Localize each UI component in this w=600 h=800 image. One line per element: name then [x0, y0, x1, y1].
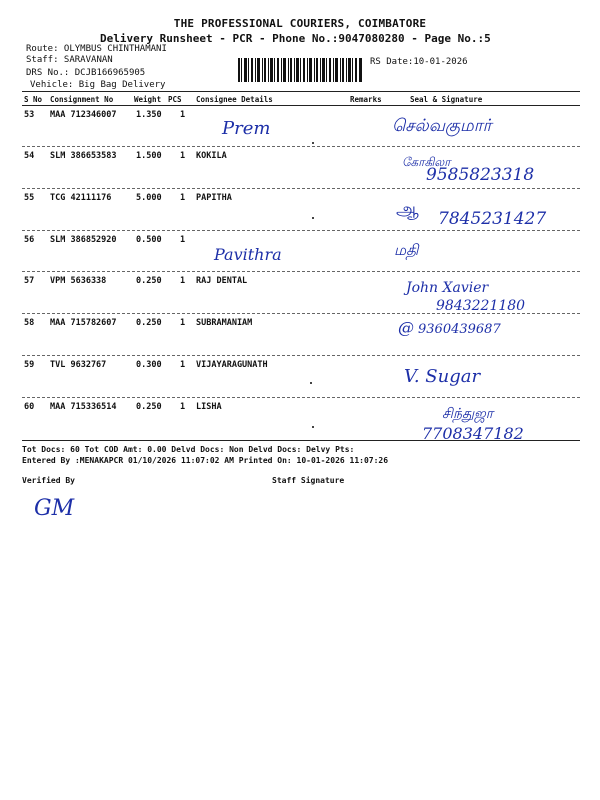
row-sno: 53	[24, 110, 35, 120]
signature: சிந்துஜா	[442, 406, 494, 422]
row-pcs: 1	[180, 318, 186, 328]
handwritten-phone: 9843221180	[436, 298, 526, 314]
row-consignee: LISHA	[196, 402, 222, 412]
table-row	[22, 147, 580, 187]
signature: V. Sugar	[404, 366, 481, 387]
staff-label: Staff: SARAVANAN	[26, 55, 113, 65]
runsheet-title: Delivery Runsheet - PCR - Phone No.:9047080280 - Page No.:5	[100, 32, 491, 45]
col-pcs: PCS	[168, 95, 182, 104]
table-row	[22, 272, 580, 312]
row-consignment: MAA 712346007	[50, 110, 117, 120]
vehicle-label: Vehicle: Big Bag Delivery	[30, 80, 166, 90]
signature: கோகிலா	[402, 155, 451, 169]
row-consignment: SLM 386852920	[50, 235, 117, 245]
row-pcs: 1	[180, 235, 186, 245]
table-row	[22, 398, 580, 443]
handwritten-phone: 7708347182	[422, 424, 524, 443]
row-pcs: 1	[180, 402, 186, 412]
table-top-rule	[22, 91, 580, 92]
row-sno: 60	[24, 402, 35, 412]
row-consignee: SUBRAMANIAM	[196, 318, 253, 328]
row-sno: 58	[24, 318, 35, 328]
row-dot	[310, 382, 312, 384]
row-weight: 5.000	[136, 193, 162, 203]
col-consignee: Consignee Details	[196, 95, 273, 104]
totals-line: Tot Docs: 60 Tot COD Amt: 0.00 Delvd Docs: Non Delvd Docs: Delvy Pts:	[22, 445, 355, 454]
col-sno: S No	[24, 95, 43, 104]
row-weight: 1.350	[136, 110, 162, 120]
route-label: Route: OLYMBUS CHINTHAMANI	[26, 44, 167, 54]
row-pcs: 1	[180, 193, 186, 203]
signature: செல்வகுமார்	[392, 116, 492, 136]
row-consignment: MAA 715782607	[50, 318, 117, 328]
row-weight: 0.300	[136, 360, 162, 370]
row-dot	[312, 426, 314, 428]
row-dot	[312, 217, 314, 219]
row-weight: 0.250	[136, 318, 162, 328]
col-consignment: Consignment No	[50, 95, 114, 104]
handwritten-name: Prem	[222, 118, 271, 139]
signature: John Xavier	[406, 280, 489, 296]
verified-by-label: Verified By	[22, 476, 75, 485]
company-title: THE PROFESSIONAL COURIERS, COIMBATORE	[173, 17, 427, 30]
row-sno: 55	[24, 193, 35, 203]
row-weight: 1.500	[136, 151, 162, 161]
row-consignment: VPM 5636338	[50, 276, 107, 286]
row-weight: 0.250	[136, 402, 162, 412]
row-consignee: KOKILA	[196, 151, 227, 161]
table-row	[22, 314, 580, 354]
rs-date: RS Date:10-01-2026	[370, 57, 468, 67]
row-weight: 0.250	[136, 276, 162, 286]
row-consignment: TVL 9632767	[50, 360, 107, 370]
row-sno: 54	[24, 151, 35, 161]
row-consignee: RAJ DENTAL	[196, 276, 248, 286]
table-row	[22, 106, 580, 146]
row-consignment: MAA 715336514	[50, 402, 117, 412]
row-pcs: 1	[180, 151, 186, 161]
row-sno: 56	[24, 235, 35, 245]
row-weight: 0.500	[136, 235, 162, 245]
table-row	[22, 231, 580, 271]
entered-by-line: Entered By :MENAKAPCR 01/10/2026 11:07:02 AM Printed On: 10-01-2026 11:07:26	[22, 456, 389, 465]
drs-number: DRS No.: DCJB166965905	[26, 68, 146, 78]
col-remarks: Remarks	[350, 95, 382, 104]
row-consignment: SLM 386653583	[50, 151, 117, 161]
col-seal-signature: Seal & Signature	[410, 95, 483, 104]
row-consignment: TCG 42111176	[50, 193, 112, 203]
row-sno: 59	[24, 360, 35, 370]
table-row	[22, 356, 580, 396]
handwritten-phone: 9360439687	[418, 322, 501, 337]
signature: @	[398, 318, 414, 337]
row-consignee: VIJAYARAGUNATH	[196, 360, 268, 370]
row-consignee: PAPITHA	[196, 193, 232, 203]
staff-signature-label: Staff Signature	[272, 476, 345, 485]
col-weight: Weight	[134, 95, 162, 104]
handwritten-phone: 9585823318	[426, 165, 535, 185]
barcode	[238, 58, 362, 82]
row-pcs: 1	[180, 360, 186, 370]
signature: மதி	[394, 241, 419, 259]
handwritten-name: Pavithra	[214, 245, 282, 264]
stamp-mark: ஆ	[396, 199, 419, 220]
table-row	[22, 189, 580, 229]
row-sno: 57	[24, 276, 35, 286]
row-pcs: 1	[180, 110, 186, 120]
table-bottom-rule	[22, 440, 580, 441]
handwritten-phone: 7845231427	[438, 209, 547, 229]
row-pcs: 1	[180, 276, 186, 286]
verifier-signature: GM	[34, 496, 75, 521]
row-dot	[312, 142, 314, 144]
